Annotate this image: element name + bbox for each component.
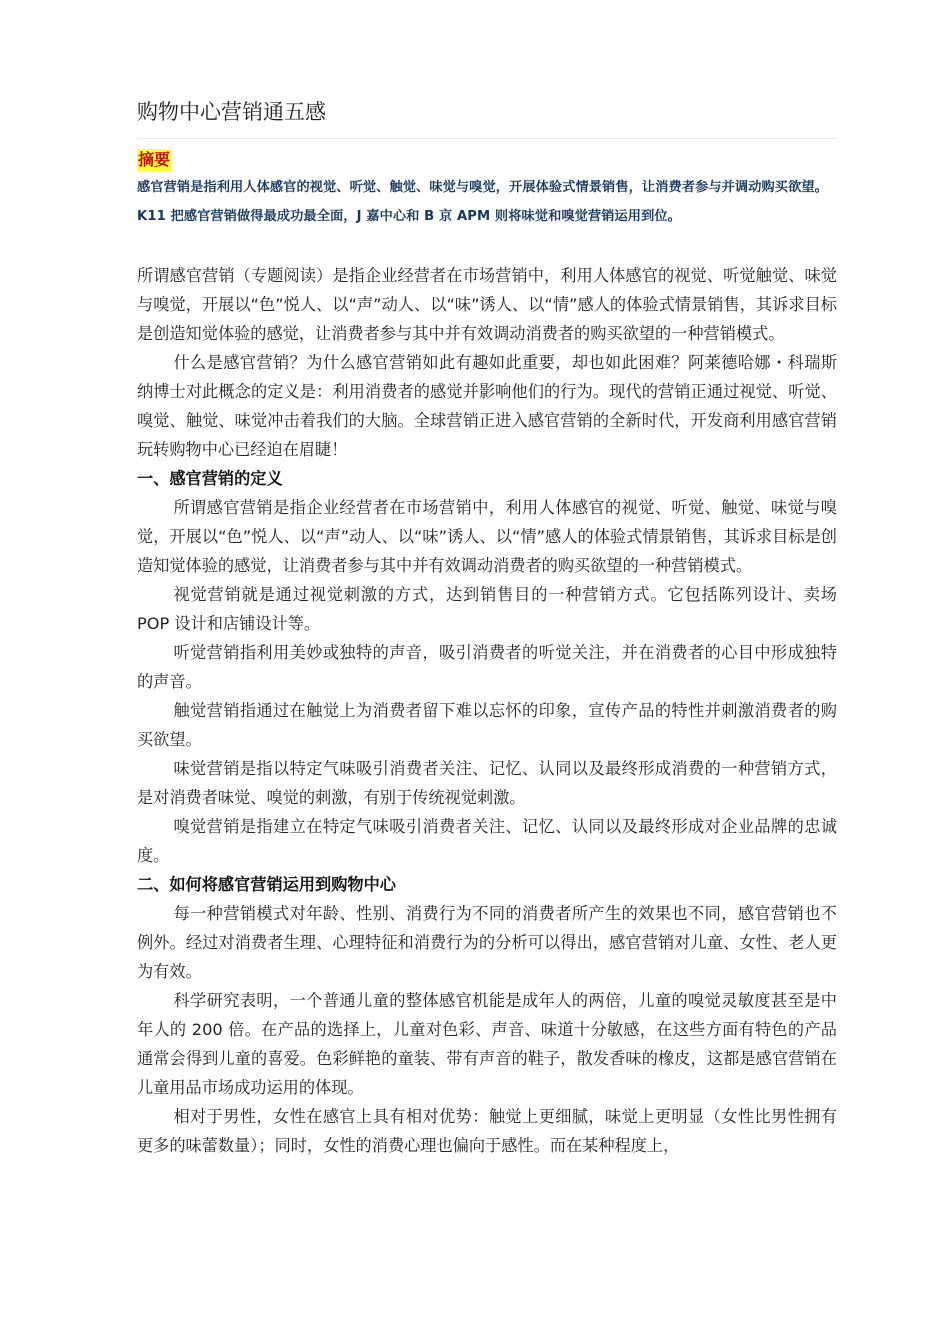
section-heading-application: 二、如何将感官营销运用到购物中心 bbox=[137, 875, 396, 894]
paragraph-tactile-marketing: 触觉营销指通过在触觉上为消费者留下难以忘怀的印象，宣传产品的特性并刺激消费者的购买欲望。 bbox=[137, 701, 837, 749]
article-body bbox=[137, 261, 837, 1160]
abstract-label: 摘要 bbox=[138, 150, 171, 169]
paragraph-application-2: 科学研究表明，一个普通儿童的整体感官机能是成年人的两倍，儿童的嗅觉灵敏度甚至是中年人的 200 倍。在产品的选择上，儿童对色彩、声音、味道十分敏感，在这些方面有特色的产品通常会得到儿童的喜爱。色彩鲜艳的童装、带有声音的鞋子，散发香味的橡皮，这都是感官营销在儿童用品市场成功运用的体现。 bbox=[137, 991, 837, 1097]
paragraph-application-3: 相对于男性，女性在感官上具有相对优势：触觉上更细腻，味觉上更明显（女性比男性拥有更多的味蕾数量）；同时，女性的消费心理也偏向于感性。而在某种程度上， bbox=[137, 1107, 837, 1155]
abstract-text: 感官营销是指利用人体感官的视觉、听觉、触觉、味觉与嗅觉，开展体验式情景销售，让消费者参与并调动购买欲望。K11 把感官营销做得最成功最全面，J 嘉中心和 B 京 APM 则将味觉和嗅觉营销运用到位。 bbox=[137, 180, 828, 224]
paragraph-intro-1: 所谓感官营销（专题阅读）是指企业经营者在市场营销中，利用人体感官的视觉、听觉触觉、味觉与嗅觉，开展以“色”悦人、以“声”动人、以“味”诱人、以“情”感人的体验式情景销售，其诉求目标是创造知觉体验的感觉，让消费者参与其中并有效调动消费者的购买欲望的一种营销模式。 bbox=[137, 266, 837, 343]
paragraph-smell-marketing: 嗅觉营销是指建立在特定气味吸引消费者关注、记忆、认同以及最终形成对企业品牌的忠诚度。 bbox=[137, 817, 837, 865]
abstract-block bbox=[137, 139, 837, 231]
paragraph-intro-2: 什么是感官营销？为什么感官营销如此有趣如此重要，却也如此困难？阿莱德哈娜・科瑞斯纳博士对此概念的定义是：利用消费者的感觉并影响他们的行为。现代的营销正通过视觉、听觉、嗅觉、触觉、味觉冲击着我们的大脑。全球营销正进入感官营销的全新时代，开发商利用感官营销玩转购物中心已经迫在眉睫！ bbox=[137, 353, 837, 459]
page-title: 购物中心营销通五感 bbox=[137, 92, 837, 139]
paragraph-definition: 所谓感官营销是指企业经营者在市场营销中，利用人体感官的视觉、听觉、触觉、味觉与嗅觉，开展以“色”悦人、以“声”动人、以“味”诱人、以“情”感人的体验式情景销售，其诉求目标是创造知觉体验的感觉，让消费者参与其中并有效调动消费者的购买欲望的一种营销模式。 bbox=[137, 498, 837, 575]
document-page bbox=[137, 92, 837, 1160]
section-heading-definition: 一、感官营销的定义 bbox=[137, 469, 283, 488]
paragraph-visual-marketing: 视觉营销就是通过视觉刺激的方式，达到销售目的一种营销方式。它包括陈列设计、卖场 POP 设计和店铺设计等。 bbox=[137, 585, 837, 633]
paragraph-auditory-marketing: 听觉营销指利用美妙或独特的声音，吸引消费者的听觉关注，并在消费者的心目中形成独特的声音。 bbox=[137, 643, 837, 691]
paragraph-taste-marketing: 味觉营销是指以特定气味吸引消费者关注、记忆、认同以及最终形成消费的一种营销方式，是对消费者味觉、嗅觉的刺激，有别于传统视觉刺激。 bbox=[137, 759, 837, 807]
paragraph-application-1: 每一种营销模式对年龄、性别、消费行为不同的消费者所产生的效果也不同，感官营销也不例外。经过对消费者生理、心理特征和消费行为的分析可以得出，感官营销对儿童、女性、老人更为有效。 bbox=[137, 904, 837, 981]
